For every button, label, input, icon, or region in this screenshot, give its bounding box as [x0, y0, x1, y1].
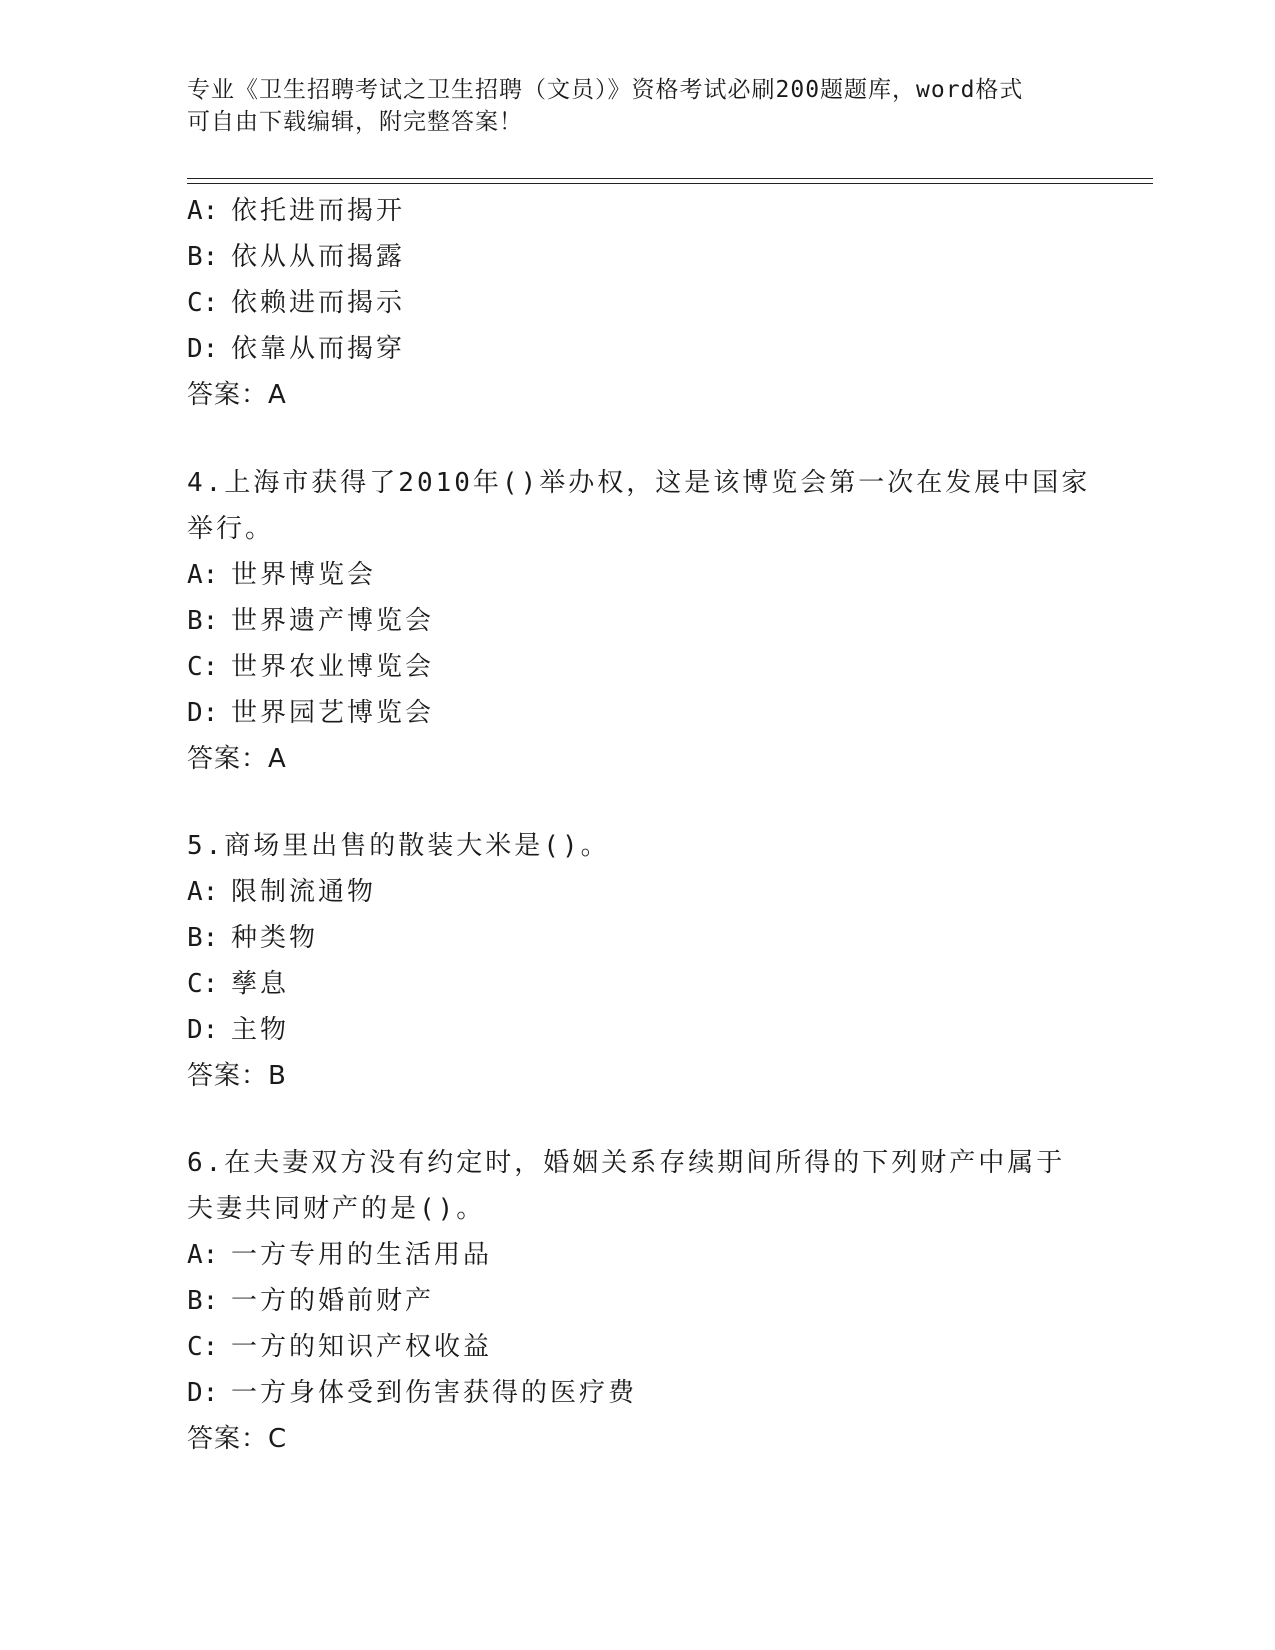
question-4 [187, 460, 1091, 782]
option-text: 世界农业博览会 [231, 652, 435, 682]
answer: 答案：A [187, 744, 287, 774]
option-text: 世界博览会 [231, 560, 377, 590]
stem-line-2: 举行。 [187, 514, 275, 544]
option-key: C: [187, 652, 219, 682]
option-text: 一方的婚前财产 [231, 1286, 435, 1316]
question-stem [187, 823, 1087, 869]
stem-line-2: 夫妻共同财产的是()。 [187, 1194, 486, 1224]
option-d [187, 1370, 1087, 1416]
option-text: 孳息 [231, 969, 290, 999]
option-a [187, 552, 1087, 598]
option-text: 依靠从而揭穿 [231, 334, 406, 364]
option-key: C: [187, 969, 219, 999]
option-a [187, 1232, 1087, 1278]
option-b [187, 915, 1087, 961]
option-c [187, 961, 1087, 1007]
option-c [187, 644, 1087, 690]
header-rule-top [187, 178, 1153, 179]
stem-line-1: 4.上海市获得了2010年()举办权，这是该博览会第一次在发展中国家 [187, 468, 1091, 498]
option-c [187, 280, 1087, 326]
option-text: 依托进而揭开 [231, 196, 406, 226]
question-5 [187, 823, 1087, 1099]
option-d [187, 690, 1087, 736]
option-text: 限制流通物 [231, 877, 377, 907]
option-d [187, 326, 1087, 372]
option-b [187, 1278, 1087, 1324]
option-text: 一方专用的生活用品 [231, 1240, 493, 1270]
option-key: B: [187, 1286, 219, 1316]
option-text: 世界园艺博览会 [231, 698, 435, 728]
option-key: B: [187, 606, 219, 636]
option-key: D: [187, 698, 219, 728]
option-text: 依赖进而揭示 [231, 288, 406, 318]
answer: 答案：A [187, 380, 287, 410]
option-key: B: [187, 923, 219, 953]
option-text: 主物 [231, 1015, 290, 1045]
option-key: C: [187, 288, 219, 318]
stem-line-1: 5.商场里出售的散装大米是()。 [187, 831, 610, 861]
option-key: C: [187, 1332, 219, 1362]
question-stem [187, 1140, 1087, 1232]
header-rule-bottom [187, 183, 1153, 184]
option-b [187, 598, 1087, 644]
option-text: 依从从而揭露 [231, 242, 406, 272]
answer: 答案：C [187, 1424, 288, 1454]
option-d [187, 1007, 1087, 1053]
option-key: D: [187, 1015, 219, 1045]
option-a [187, 869, 1087, 915]
option-text: 一方身体受到伤害获得的医疗费 [231, 1378, 638, 1408]
option-key: A: [187, 196, 219, 226]
option-a [187, 188, 1087, 234]
header-line-2: 可自由下载编辑，附完整答案！ [187, 109, 523, 135]
option-key: D: [187, 334, 219, 364]
option-c [187, 1324, 1087, 1370]
option-text: 世界遗产博览会 [231, 606, 435, 636]
question-6 [187, 1140, 1087, 1462]
stem-line-1: 6.在夫妻双方没有约定时，婚姻关系存续期间所得的下列财产中属于 [187, 1148, 1066, 1178]
header-line-1: 专业《卫生招聘考试之卫生招聘（文员）》资格考试必刷200题题库，word格式 [187, 77, 1024, 103]
option-text: 种类物 [231, 923, 319, 953]
option-text: 一方的知识产权收益 [231, 1332, 493, 1362]
question-stem [187, 460, 1091, 552]
option-key: A: [187, 560, 219, 590]
option-b [187, 234, 1087, 280]
option-key: B: [187, 242, 219, 272]
question-3 [187, 188, 1087, 418]
document-header [187, 74, 1087, 138]
answer: 答案：B [187, 1061, 287, 1091]
option-key: D: [187, 1378, 219, 1408]
option-key: A: [187, 877, 219, 907]
option-key: A: [187, 1240, 219, 1270]
